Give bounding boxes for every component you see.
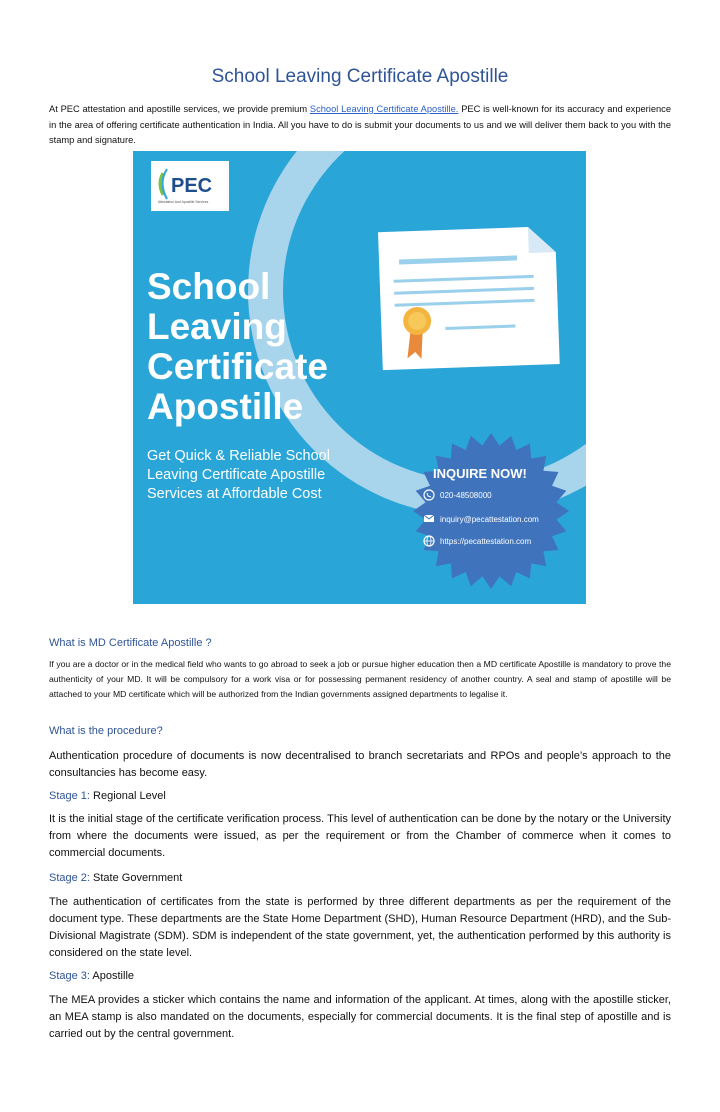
website-text: https://pecattestation.com [440, 537, 532, 546]
cta-text: INQUIRE NOW! [433, 466, 527, 481]
stage-2-heading [49, 872, 671, 884]
intro-link[interactable]: School Leaving Certificate Apostille. [309, 104, 459, 114]
subline-line-3: Services at Affordable Cost [147, 486, 322, 502]
stage-3-body: The MEA provides a sticker which contains the name and information of the applicant. At times, along with the apostille sticker, an MEA stamp is also mandated on the documents, especially for commercial documents. It is the final step of apostille and is carried out by the central government. [49, 994, 671, 1040]
stage-2-label: Stage 2: [49, 872, 90, 884]
stage-1-label: Stage 1: [49, 790, 90, 802]
md-body: If you are a doctor or in the medical field who wants to go abroad to seek a job or pursue higher education then a MD certificate Apostille is mandatory to prove the authenticity of your MD. It will be compulsory for a work visa or for possessing permanent residency of another country. A seal and stamp of apostille will be attached to your MD certificate which will be authorized from the Indian governments assigned departments to legalise it. [49, 659, 671, 699]
intro-paragraph [49, 102, 671, 149]
stage-1-heading [49, 790, 671, 802]
pec-logo [151, 161, 229, 211]
stage-3-name: Apostille [89, 970, 135, 982]
subline-line-2: Leaving Certificate Apostille [147, 467, 326, 483]
stage-3-heading [49, 970, 671, 982]
subline-line-1: Get Quick & Reliable School [147, 448, 330, 464]
certificate-icon [378, 226, 560, 370]
headline-line-2: Leaving [147, 306, 287, 347]
md-heading: What is MD Certificate Apostille ? [49, 637, 212, 649]
stage-2-name: State Government [89, 872, 183, 884]
headline-line-3: Certificate [147, 346, 328, 387]
inquiry-starburst [413, 433, 569, 589]
phone-text: 020-48508000 [440, 491, 492, 500]
stage-2-body: The authentication of certificates from the state is performed by three different departments as per the requirement of the document type. These departments are the State Home Department (SHD), Human Resource Department (HRD), and the Sub-Divisional Magistrate (SDM). SDM is independent of the state government, yet, the authentication performed by this authority is considered on the state level. [49, 896, 671, 959]
intro-text-before: At PEC attestation and apostille services, we provide premium [49, 104, 310, 114]
stage-1-body: It is the initial stage of the certificate verification process. This level of authentication can be done by the notary or the University from where the documents were issued, as per the requirement or from the Chamber of commerce when it comes to commercial documents. [49, 813, 671, 859]
headline-line-1: School [147, 266, 271, 307]
logo-text: PEC [171, 175, 213, 197]
email-icon [424, 515, 434, 522]
procedure-body: Authentication procedure of documents is now decentralised to branch secretariats and RPOs and people’s approach to the consultancies has become easy. [49, 750, 671, 779]
banner-image [133, 151, 586, 604]
email-text: inquiry@pecattestation.com [440, 515, 539, 524]
banner-subline [147, 448, 330, 502]
procedure-heading: What is the procedure? [49, 725, 163, 737]
intro-text-after: PEC is well-known for its accuracy and experience in the area of offering certificate authentication in India. All you have to do is submit your documents to us and we will deliver them back to you with the stamp and signature. [49, 104, 671, 145]
page-title: School Leaving Certificate Apostille [211, 66, 509, 87]
stage-3-label: Stage 3: [49, 970, 90, 982]
stage-1-name: Regional Level [89, 790, 166, 802]
logo-tagline: Attestation And Apostille Services [158, 200, 209, 204]
headline-line-4: Apostille [147, 386, 304, 427]
starburst-shape [413, 433, 569, 589]
